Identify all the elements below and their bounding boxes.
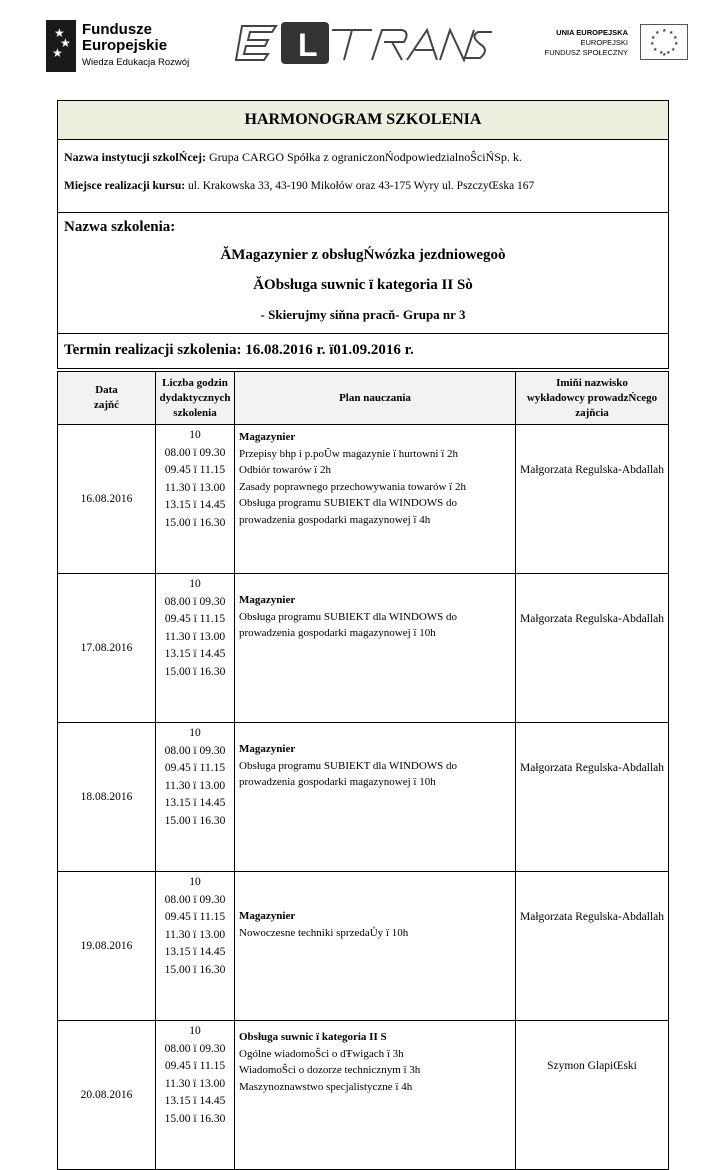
institution-label: Nazwa instytucji szkolŃcej:: [64, 150, 206, 164]
hour-slot: 13.15 ï 14.45: [164, 946, 226, 958]
svg-text:★: ★: [674, 41, 679, 47]
svg-text:★: ★: [650, 41, 655, 47]
svg-text:★: ★: [662, 28, 667, 34]
fundusze-europejskie-logo: [46, 20, 196, 74]
col-plan-header: Plan nauczania: [235, 372, 516, 425]
hour-slot: 15.00 ï 16.30: [164, 516, 226, 529]
col-date-header: Data zajňć: [58, 372, 156, 425]
hour-slot: 11.30 ï 13.00: [164, 1077, 226, 1090]
document-title: HARMONOGRAM SZKOLENIA: [58, 101, 668, 140]
eltrans-logo: [232, 20, 497, 66]
fe-line3: Wiedza Edukacja Rozwój: [82, 57, 190, 68]
eu-flag-icon: [640, 24, 688, 60]
row-date: 20.08.2016: [58, 1021, 156, 1170]
eu-line3: FUNDUSZ SPOŁECZNY: [544, 48, 628, 57]
table-header-row: [58, 372, 669, 425]
document-frame: [57, 100, 669, 369]
table-row: [58, 872, 669, 1021]
plan-line: Odbiór towarów ï 2h: [239, 464, 331, 476]
hour-slot: 15.00 ï 16.30: [164, 1112, 226, 1125]
table-row: [58, 1021, 669, 1170]
row-hours: [156, 872, 235, 1021]
svg-text:★: ★: [666, 50, 671, 56]
hour-slot: 11.30 ï 13.00: [164, 630, 226, 643]
svg-text:★: ★: [655, 30, 660, 36]
plan-line: Zasady poprawnego przechowywania towarów ï 2h: [239, 480, 466, 493]
fe-flag-icon: ★ ★ ★: [46, 20, 76, 72]
hour-slot: 08.00 ï 09.30: [164, 1042, 226, 1055]
row-plan: [235, 723, 516, 872]
hour-slot: 11.30 ï 13.00: [164, 481, 226, 494]
row-hours: [156, 425, 235, 574]
hour-slot: 13.15 ï 14.45: [164, 499, 226, 511]
plan-title: Magazynier: [239, 910, 296, 922]
row-date: 17.08.2016: [58, 574, 156, 723]
row-teacher: Małgorzata Regulska-Abdallah: [516, 425, 669, 574]
row-teacher: Małgorzata Regulska-Abdallah: [516, 723, 669, 872]
hour-slot: 08.00 ï 09.30: [164, 893, 226, 906]
plan-title: Obsługa suwnic ï kategoria II S: [239, 1031, 387, 1043]
eu-logo: [530, 22, 690, 68]
row-hours: [156, 574, 235, 723]
svg-text:★: ★: [653, 47, 658, 53]
eu-line1: UNIA EUROPEJSKA: [556, 28, 628, 37]
table-row: [58, 723, 669, 872]
col-teacher-header: Imiňi nazwisko wykładowcy prowadzŃcego zajňcia: [516, 372, 669, 425]
hour-slot: 09.45 ï 11.15: [164, 911, 226, 923]
training-title-2: ĂObsługa suwnic ï kategoria II Sò: [253, 277, 473, 293]
svg-text:★: ★: [662, 52, 667, 58]
plan-line: Ogólne wiadomoŜci o dŦwigach ï 3h: [239, 1047, 404, 1060]
hour-slot: 10: [189, 1025, 201, 1037]
schedule-table: [57, 371, 669, 1170]
brand-text: ELTRANS: [364, 64, 369, 65]
hour-slot: 13.15 ï 14.45: [164, 797, 226, 809]
plan-line: Obsługa programu SUBIEKT dla WINDOWS do prowadzenia gospodarki magazynowej ï 4h: [239, 497, 458, 526]
row-date: 18.08.2016: [58, 723, 156, 872]
plan-line: Obsługa programu SUBIEKT dla WINDOWS do prowadzenia gospodarki magazynowej ï 10h: [239, 610, 458, 639]
hour-slot: 15.00 ï 16.30: [164, 665, 226, 678]
hour-slot: 09.45 ï 11.15: [164, 762, 226, 774]
hour-slot: 09.45 ï 11.15: [164, 464, 226, 476]
row-teacher: Szymon GlapiŒski: [516, 1021, 669, 1170]
place-value: ul. Krakowska 33, 43-190 Mikołów oraz 43-175 Wyry ul. PszczyŒska 167: [185, 180, 535, 192]
row-date: 19.08.2016: [58, 872, 156, 1021]
fe-line1: Fundusze: [82, 21, 152, 38]
training-period: Termin realizacji szkolenia: 16.08.2016 r. ï01.09.2016 r.: [64, 342, 414, 358]
row-date: 16.08.2016: [58, 425, 156, 574]
eu-line2: EUROPEJSKI: [580, 38, 628, 47]
training-group: - Skierujmy siňna pracň- Grupa nr 3: [260, 307, 466, 322]
hour-slot: 09.45 ï 11.15: [164, 613, 226, 625]
row-plan: [235, 574, 516, 723]
table-row: [58, 574, 669, 723]
row-plan: [235, 1021, 516, 1170]
svg-text:★: ★: [669, 30, 674, 36]
plan-line: WiadomoŜci o dozorze technicznym ï 3h: [239, 1064, 421, 1076]
training-name-section: [58, 213, 668, 334]
col-hours-header: Liczba godzin dydaktycznych szkolenia: [156, 372, 235, 425]
plan-title: Magazynier: [239, 594, 296, 606]
plan-title: Magazynier: [239, 743, 296, 755]
row-plan: [235, 425, 516, 574]
plan-line: Przepisy bhp i p.poŬw magazynie ï hurtowni ï 2h: [239, 447, 459, 460]
plan-line: Obsługa programu SUBIEKT dla WINDOWS do prowadzenia gospodarki magazynowej ï 10h: [239, 759, 458, 788]
hour-slot: 10: [189, 578, 201, 590]
fe-line2: Europejskie: [82, 37, 168, 54]
row-teacher: Małgorzata Regulska-Abdallah: [516, 872, 669, 1021]
hour-slot: 11.30 ï 13.00: [164, 928, 226, 941]
hour-slot: 15.00 ï 16.30: [164, 963, 226, 976]
plan-title: Magazynier: [239, 431, 296, 443]
hour-slot: 08.00 ï 09.30: [164, 744, 226, 757]
svg-text:★: ★: [659, 50, 664, 56]
place-label: Miejsce realizacji kursu:: [64, 180, 186, 192]
row-hours: [156, 1021, 235, 1170]
row-plan: [235, 872, 516, 1021]
training-title-1: ĂMagazynier z obsługŃwózka jezdniowegoò: [220, 247, 506, 263]
hour-slot: 10: [189, 876, 201, 888]
plan-line: Nowoczesne techniki sprzedaŮy ï 10h: [239, 926, 409, 939]
institution-info: [58, 140, 668, 213]
hour-slot: 10: [189, 727, 201, 739]
hour-slot: 08.00 ï 09.30: [164, 595, 226, 608]
hour-slot: 09.45 ï 11.15: [164, 1060, 226, 1072]
institution-value: Grupa CARGO Spółka z ograniczonŃodpowiedzialnoŜciŃSp. k.: [205, 150, 522, 164]
svg-text:L: L: [298, 27, 318, 63]
svg-text:★: ★: [671, 47, 676, 53]
svg-text:★: ★: [673, 35, 678, 41]
hour-slot: 13.15 ï 14.45: [164, 1095, 226, 1107]
table-row: [58, 425, 669, 574]
row-teacher: Małgorzata Regulska-Abdallah: [516, 574, 669, 723]
plan-line: Maszynoznawstwo specjalistyczne ï 4h: [239, 1080, 413, 1093]
hour-slot: 08.00 ï 09.30: [164, 446, 226, 459]
hour-slot: 15.00 ï 16.30: [164, 814, 226, 827]
hour-slot: 11.30 ï 13.00: [164, 779, 226, 792]
svg-text:★: ★: [651, 35, 656, 41]
row-hours: [156, 723, 235, 872]
training-label: Nazwa szkolenia:: [64, 219, 176, 235]
logo-bar: [0, 0, 725, 80]
hour-slot: 13.15 ï 14.45: [164, 648, 226, 660]
hour-slot: 10: [189, 429, 201, 441]
